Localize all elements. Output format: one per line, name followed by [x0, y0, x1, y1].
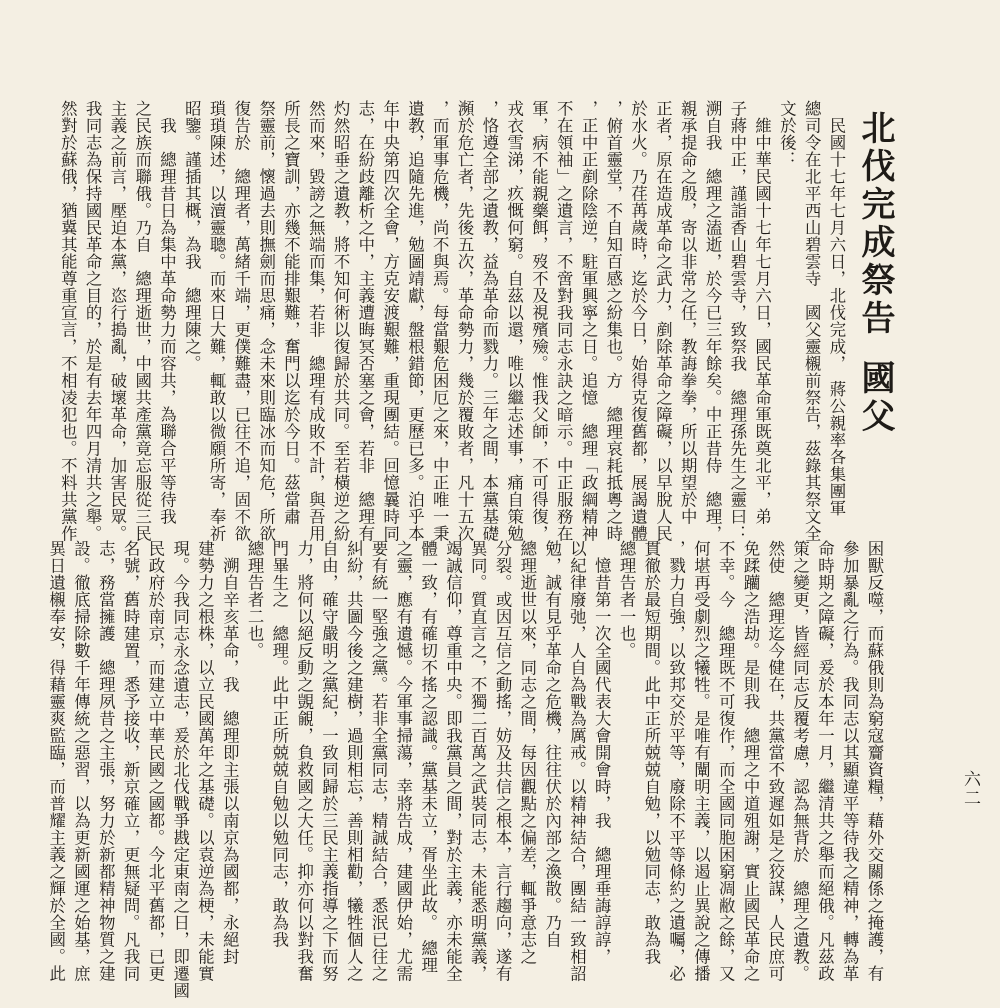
text-column: 免蹂躪之浩劫。是則我 總理之中道殂謝，實止國民革命之 — [741, 540, 761, 982]
text-column: 體一致，有確切不搖之認識。黨基未立，胥坐此故。 總理 — [418, 540, 438, 974]
text-column: 總理告者一也。 — [617, 540, 637, 659]
text-column: 我 總理昔日為集中革命勢力而容共，為聯合平等待我 — [157, 100, 177, 525]
text-column: 民國十七年七月六日，北伐完成， 蔣公親率各集團軍 — [827, 100, 846, 517]
text-column: 建勢力之根株，以立民國萬年之基礎。以袁逆為梗，未能實 — [195, 540, 215, 982]
text-column: 瀕於危亡者，先後五次，革命勢力，幾於覆敗者，凡十五次 — [455, 100, 475, 542]
text-column: ，正中正剷除陰逆，駐軍興寧之日。追憶 總理「政綱精神 — [579, 100, 599, 542]
title-author: 國父 — [855, 360, 895, 436]
text-column: 維中華民國十七年七月六日，國民革命軍既奠北平，弟 — [752, 100, 772, 525]
text-column: 然對於蘇俄，猶冀其能尊重宣言，不相凌犯也。不料共黨作 — [58, 100, 78, 542]
text-column: 現。今我同志永念遺志，爰於北伐戰爭戡定東南之日，即遷國 — [170, 540, 190, 999]
text-column: 正者，原在造成革命之武力，剷除革命之障礙，以早脫人民 — [653, 100, 673, 542]
title-main: 北伐完成祭告 — [855, 110, 895, 338]
text-column: 要有統一堅強之黨。若非全黨同志，精誠結合，悉泯已往之 — [369, 540, 389, 982]
text-column: 不在領袖」之遺言，不啻對我同志永訣之暗示。中正服務在 — [554, 100, 574, 542]
upper-text-block — [58, 100, 848, 542]
text-column: 名號，舊時建置，悉予接收，新京確立，更無疑問。凡我同 — [121, 540, 141, 982]
text-column: 我同志為保持國民革命之目的，於是有去年四月清共之舉。 — [83, 100, 103, 542]
text-column: 設。徹底掃除數千年傳統之惡習，以為更新國運之始基，庶 — [71, 540, 91, 982]
text-column: 遺教，追隨先進，勉圖靖獻，盤根錯節，更歷已多。泊乎本 — [405, 100, 425, 542]
text-column: 溯自我 總理之溘逝，於今已三年餘矣。中正昔侍 總理， — [703, 100, 723, 542]
text-column: 策之變更，皆經同志反覆考慮，認為無背於 總理之遺教。 — [790, 540, 810, 982]
text-column: 年中央第四次全會，方克安渡艱難，重現團結。回憶曩時同 — [380, 100, 400, 542]
text-column: 勉，誠有見乎革命之危機，往往伏於內部之渙散。乃自 — [542, 540, 562, 948]
text-column: 之民族而聯俄。乃自 總理逝世，中國共產黨竟忘服從三民 — [132, 100, 152, 542]
text-column: 軍，病不能親藥餌，歿不及視殯殮。惟我父師，不可得復， — [529, 100, 549, 542]
page-number: 六二 — [960, 770, 980, 808]
text-column: 然而來，毀謗之無端而集，若非 總理有成敗不計，與吾用 — [306, 100, 326, 542]
text-column: 志，在紛歧離析之中，主義遭晦冥否塞之會，若非 總理有 — [355, 100, 375, 542]
text-column: 祭靈前，懷過去則撫劍而思痛，念未來則臨冰而知危，所欲 — [256, 100, 276, 542]
text-column: 竭誠信仰，尊重中央。即我黨員之間，對於主義，亦未能全 — [443, 540, 463, 982]
document-title — [855, 110, 895, 436]
text-column: 子蔣中正，謹詣香山碧雲寺，致祭我 總理孫先生之靈曰： — [727, 100, 747, 542]
text-column: 分裂。或因互信之動搖，妨及共信之根本，言行趨向，遂有 — [493, 540, 513, 982]
text-column: 灼然昭垂之遺教，將不知何術以復歸於共同。至若橫逆之紛 — [331, 100, 351, 542]
text-column: 參加暴亂之行為。我同志以其顯違平等待我之精神，轉為革 — [840, 540, 860, 982]
text-column: 主義之前言，壓迫本黨，恣行搗亂，破壞革命，加害民眾。 — [107, 100, 127, 542]
text-column: 之靈，應有遺憾。今軍事掃蕩，幸將告成，建國伊始，尤需 — [393, 540, 413, 982]
text-column: 困獸反噬，而蘇俄則為窮寇齎資糧，藉外交關係之掩護，有 — [865, 540, 884, 982]
text-column: 憶昔第一次全國代表大會開會時，我 總理垂誨諄諄， — [592, 540, 612, 965]
text-column: 昭鑒。謹插其概，為我 總理陳之。 — [182, 100, 202, 372]
text-column: 貫徹於最短期間。此中正所兢兢自勉，以勉同志，敢為我 — [641, 540, 661, 965]
text-column: ，戮力自強，以致邦交於平等，廢除不平等條約之遺囑，必 — [666, 540, 686, 982]
text-column: 然使 總理迄今健在，共黨當不致遲如是之狡謀，人民庶可 — [765, 540, 785, 982]
text-column: 糾紛，共圖今後之建樹，過則相忘，善則相勸，犧牲個人之 — [344, 540, 364, 982]
text-column: 親承提命之殷，寄以非常之任，教誨拳拳，所以期望於中 — [678, 100, 698, 525]
text-column: 民政府於南京，而建立中華民國之國都。今北平舊都，已更 — [145, 540, 165, 982]
lower-text-block — [46, 540, 886, 999]
text-column: 於水火。乃荏苒歲時，迄於今日，始得克復舊都，展謁遺體 — [628, 100, 648, 542]
text-column: ，而軍事危機，尚不與焉。每當艱危困厄之來，中正唯一秉 — [430, 100, 450, 542]
text-column: 瑣瑣陳述，以瀆靈聰。而來日大難，輒敢以微願所寄，奉祈 — [207, 100, 227, 542]
text-column: 力，將何以絕反動之覬覦，負救國之大任。抑亦何以對我奮 — [294, 540, 314, 982]
text-column: 總理告者二也。 — [245, 540, 265, 659]
text-column: 戎衣雪涕，疚慨何窮。自茲以還，唯以繼志述事，痛自策勉 — [504, 100, 524, 542]
text-column: 志，務當擁護 總理夙昔之主張，努力於新都精神物質之建 — [96, 540, 116, 982]
text-column: 自由，確守嚴明之黨紀，一致同歸於三民主義指導之下而努 — [319, 540, 339, 982]
text-column: 異同。質直言之，不獨二百萬之武裝同志，未能悉明黨義， — [468, 540, 488, 982]
text-column: 復告於 總理者，萬緒千端，更僕難盡，已往不追，固不欲 — [231, 100, 251, 542]
text-column: 以紀律廢弛，人自為戰為厲戒。以精神結合，團結一致相詔 — [567, 540, 587, 982]
text-column: 所長之寶訓，亦幾不能排艱難，奮門以迄於今日。茲當肅 — [281, 100, 301, 525]
text-column: 不幸。今 總理既不可復作，而全國同胞困窮凋敝之餘，又 — [716, 540, 736, 982]
text-column: 門畢生之 總理。此中正所兢兢自勉以勉同志，敢為我 — [269, 540, 289, 948]
text-column: 何堪再受劇烈之犧牲。是唯有闡明主義，以遏止異說之傳播 — [691, 540, 711, 982]
text-column: 文於後： — [777, 100, 797, 168]
text-column: 命時期之障礙，爰於本年一月，繼清共之舉而絕俄。凡茲政 — [815, 540, 835, 982]
text-column: ，恪遵全部之遺教，益為革命而戮力。三年之間，本黨基礎 — [479, 100, 499, 542]
text-column: ，俯首靈堂，不自知百感之紛集也。方 總理哀耗抵粵之時 — [603, 100, 623, 542]
text-column: 異日遺櫬奉安，得藉靈爽監臨，而普耀主義之輝於全國。此 — [46, 540, 66, 982]
text-column: 總司令在北平西山碧雲寺 國父靈櫬前祭告，茲錄其祭文全 — [802, 100, 822, 542]
text-column: 溯自辛亥革命，我 總理即主張以南京為國都，永絕封 — [220, 540, 240, 965]
text-column: 總理逝世以來，同志之間，每因觀點之偏差，輒爭意志之 — [517, 540, 537, 965]
